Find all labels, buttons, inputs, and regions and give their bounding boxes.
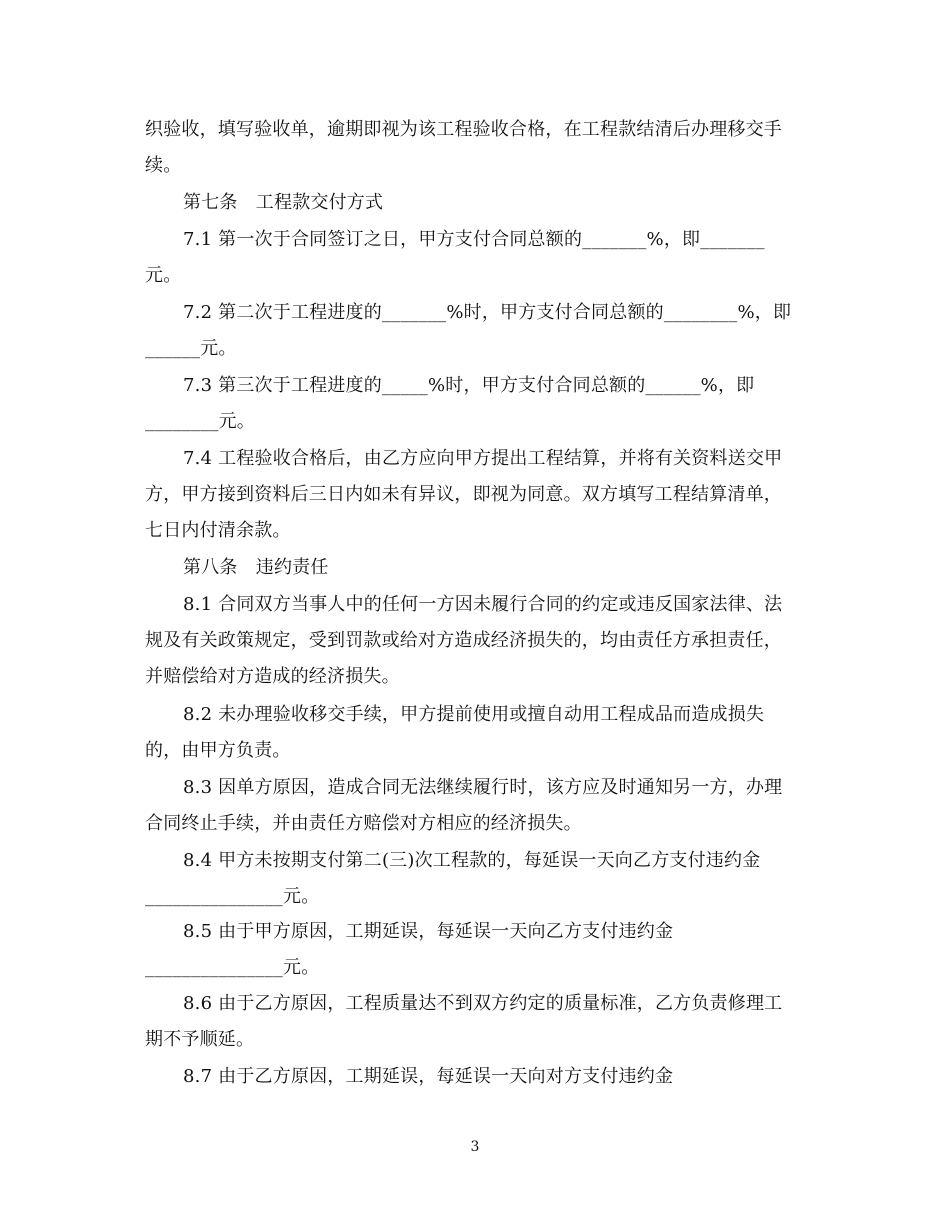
text-line: 7.2 第二次于工程进度的_______%时，甲方支付合同总额的________%，即 (183, 302, 792, 323)
text-line: 8.1 合同双方当事人中的任何一方因未履行合同的约定或违反国家法律、法 (183, 594, 783, 615)
text-line: 7.1 第一次于合同签订之日，甲方支付合同总额的_______%，即_______ (183, 229, 765, 250)
text-line: 8.7 由于乙方原因，工期延误，每延误一天向对方支付违约金 (183, 1066, 674, 1087)
text-line: 8.2 未办理验收移交手续，甲方提前使用或擅自动用工程成品而造成损失 (183, 704, 765, 725)
paragraph-acceptance-continuation (145, 112, 805, 184)
text-line: _______________元。 (145, 957, 320, 978)
text-line: 期不予顺延。 (145, 1029, 255, 1050)
clause-8-7 (145, 1059, 805, 1095)
clause-7-4 (145, 441, 805, 549)
text-line: 7.4 工程验收合格后，由乙方应向甲方提出工程结算，并将有关资料送交甲 (183, 448, 783, 469)
text-line: 并赔偿给对方造成的经济损失。 (145, 666, 400, 687)
text-line: 的，由甲方负责。 (145, 740, 291, 761)
heading-text: 第七条 工程款交付方式 (183, 192, 384, 213)
text-line: 元。 (145, 265, 182, 286)
text-line: 合同终止手续，并由责任方赔偿对方相应的经济损失。 (145, 813, 582, 834)
text-line: 7.3 第三次于工程进度的_____%时，甲方支付合同总额的______%，即 (183, 375, 755, 396)
clause-8-2 (145, 697, 805, 769)
clause-8-3 (145, 770, 805, 842)
clause-8-4 (145, 843, 805, 915)
text-line: 续。 (145, 155, 182, 176)
clause-7-1 (145, 222, 805, 294)
text-line: 8.4 甲方未按期支付第二(三)次工程款的，每延误一天向乙方支付违约金 (183, 850, 761, 871)
clause-7-2 (145, 295, 805, 367)
clause-8-5 (145, 914, 805, 986)
article-8-heading (183, 550, 329, 586)
text-line: 织验收，填写验收单，逾期即视为该工程验收合格，在工程款结清后办理移交手 (145, 119, 782, 140)
clause-8-6 (145, 986, 805, 1058)
page-number: 3 (470, 1139, 480, 1155)
heading-text: 第八条 违约责任 (183, 557, 329, 578)
clause-7-3 (145, 368, 805, 440)
text-line: 规及有关政策规定，受到罚款或给对方造成经济损失的，均由责任方承担责任， (145, 630, 782, 651)
text-line: 七日内付清余款。 (145, 520, 291, 541)
text-line: 8.5 由于甲方原因，工期延误，每延误一天向乙方支付违约金 (183, 921, 674, 942)
text-line: ________元。 (145, 411, 255, 432)
text-line: 方，甲方接到资料后三日内如未有异议，即视为同意。双方填写工程结算清单， (145, 484, 782, 505)
clause-8-1 (145, 587, 805, 695)
text-line: ______元。 (145, 338, 237, 359)
article-7-heading (183, 185, 383, 221)
text-line: 8.3 因单方原因，造成合同无法继续履行时，该方应及时通知另一方，办理 (183, 777, 783, 798)
text-line: _______________元。 (145, 886, 320, 907)
text-line: 8.6 由于乙方原因，工程质量达不到双方约定的质量标准，乙方负责修理工 (183, 993, 783, 1014)
